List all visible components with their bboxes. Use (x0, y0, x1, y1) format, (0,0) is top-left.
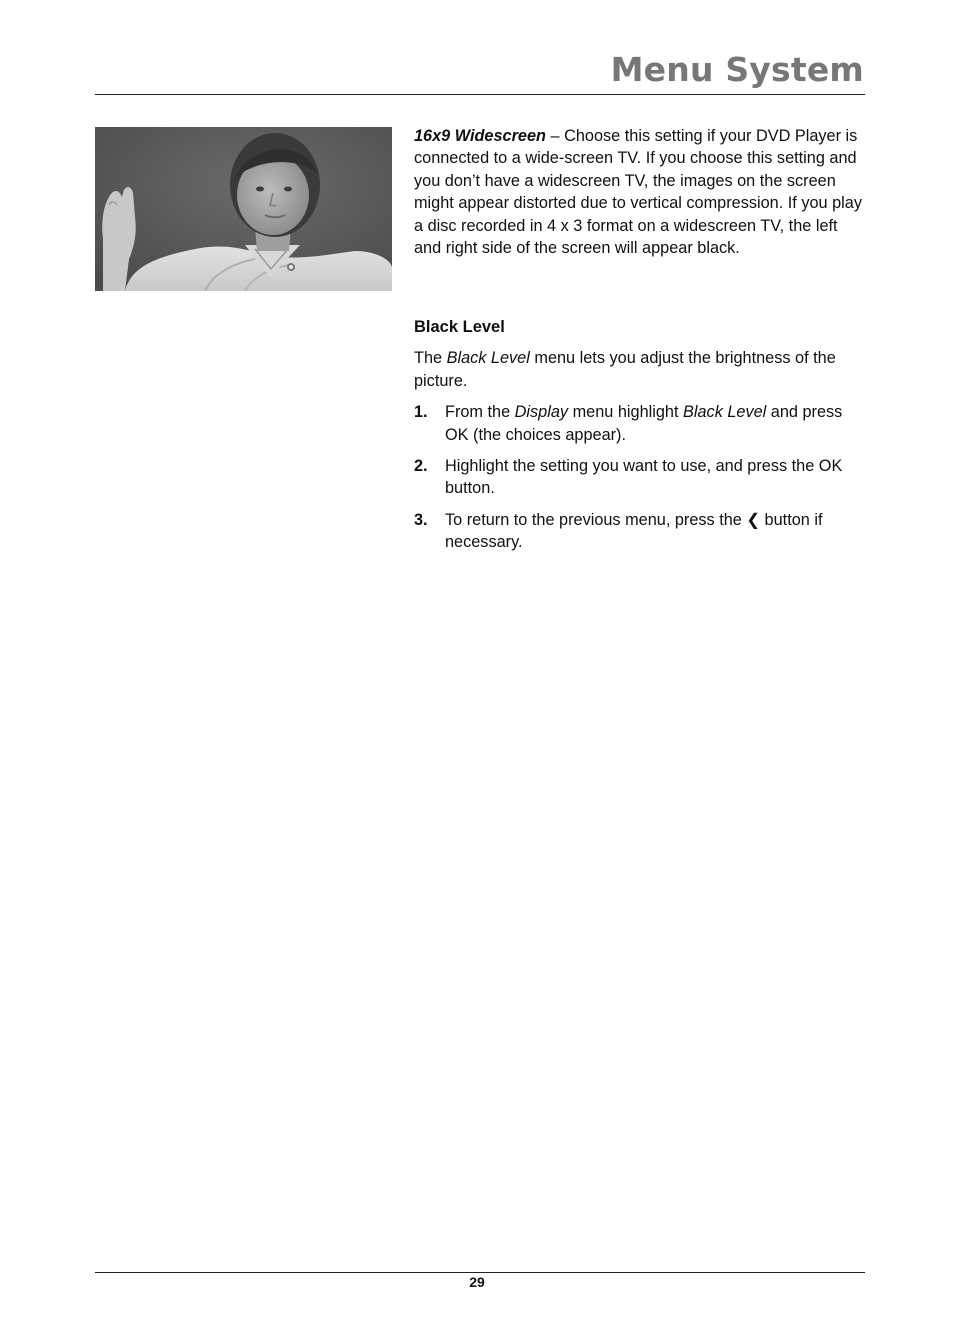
step-text: Highlight the setting you want to use, and press the OK button. (445, 457, 843, 498)
page-title: Menu System (610, 50, 864, 89)
black-level-intro-term: Black Level (446, 349, 530, 368)
black-level-heading: Black Level (414, 318, 505, 337)
black-level-intro-prefix: The (414, 349, 447, 368)
step-text: button if necessary. (445, 510, 823, 552)
left-arrow-icon: ❮ (746, 510, 761, 529)
step-number: 1. (414, 403, 428, 422)
widescreen-paragraph (414, 125, 864, 259)
step-item (414, 455, 864, 500)
main-text-column (414, 125, 864, 563)
step-text: menu highlight (568, 403, 684, 422)
photo-child-karate-pose-icon (95, 127, 392, 291)
widescreen-description: – Choose this setting if your DVD Player is connected to a wide-screen TV. If you choose this setting and you don’t have a widescreen TV, the images on the screen might appear distorted due to vertical compression. If you play a disc recorded in 4 x 3 format on a widescreen TV, the left and right side of the screen will appear black. (414, 127, 862, 258)
step-number: 3. (414, 510, 428, 529)
header-divider (95, 94, 865, 95)
step-term-black-level: Black Level (683, 403, 767, 422)
step-text: and press OK (the choices appear). (445, 403, 843, 444)
steps-list (414, 401, 864, 553)
illustration-photo (95, 127, 392, 291)
step-text: To return to the previous menu, press the (445, 510, 747, 529)
widescreen-term: 16x9 Widescreen (414, 127, 546, 145)
page-number: 29 (469, 1274, 485, 1290)
step-item (414, 509, 864, 554)
step-number: 2. (414, 457, 428, 476)
step-item (414, 401, 864, 446)
step-text: From the (445, 403, 515, 422)
black-level-intro-suffix: menu lets you adjust the brightness of the picture. (414, 349, 836, 390)
step-term-display: Display (514, 403, 569, 422)
black-level-intro (414, 347, 864, 392)
